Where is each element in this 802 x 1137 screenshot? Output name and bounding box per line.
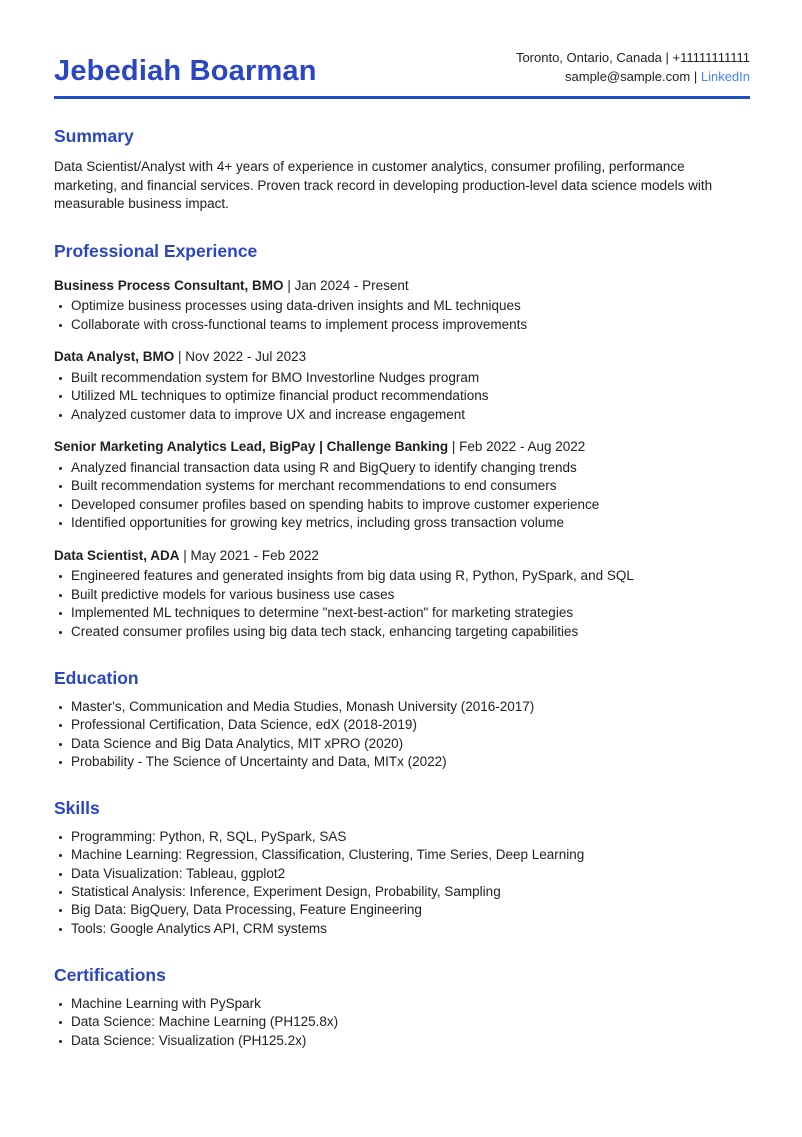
skills-list — [54, 828, 750, 938]
certifications-section — [54, 965, 750, 1050]
contact-line-email — [516, 67, 750, 86]
resume-header — [54, 48, 750, 86]
bullet-item: Analyzed customer data to improve UX and increase engagement — [54, 406, 750, 425]
skill-item: Data Visualization: Tableau, ggplot2 — [54, 865, 750, 883]
skill-item: Tools: Google Analytics API, CRM systems — [54, 920, 750, 938]
job-title-line — [54, 348, 750, 367]
job-title-line — [54, 438, 750, 457]
education-title: Education — [54, 668, 139, 688]
job-title-line — [54, 277, 750, 296]
certification-item: Data Science: Machine Learning (PH125.8x) — [54, 1013, 750, 1031]
certification-item: Data Science: Visualization (PH125.2x) — [54, 1032, 750, 1050]
bullet-item: Collaborate with cross-functional teams to implement process improvements — [54, 316, 750, 335]
job-dates: | Nov 2022 - Jul 2023 — [178, 349, 307, 364]
linkedin-link[interactable]: LinkedIn — [700, 69, 750, 84]
job-entry — [54, 438, 750, 533]
bullet-item: Analyzed financial transaction data using R and BigQuery to identify changing trends — [54, 459, 750, 478]
job-role: Data Analyst, BMO — [54, 349, 175, 364]
contact-info — [516, 48, 750, 86]
bullet-item: Utilized ML techniques to optimize financial product recommendations — [54, 387, 750, 406]
skill-item: Big Data: BigQuery, Data Processing, Feature Engineering — [54, 901, 750, 919]
job-role: Business Process Consultant, BMO — [54, 277, 284, 293]
bullet-item: Created consumer profiles using big data tech stack, enhancing targeting capabilities — [54, 623, 750, 642]
job-dates: | Jan 2024 - Present — [287, 277, 409, 293]
job-entry — [54, 348, 750, 424]
summary-section — [54, 126, 750, 214]
header-divider — [54, 96, 750, 99]
education-list — [54, 698, 750, 771]
job-role: Senior Marketing Analytics Lead, BigPay | Challenge Banking — [54, 439, 449, 454]
certifications-title: Certifications — [54, 964, 166, 985]
bullet-item: Identified opportunities for growing key metrics, including gross transaction volume — [54, 514, 750, 533]
education-item: Data Science and Big Data Analytics, MIT xPRO (2020) — [54, 735, 750, 753]
skill-item: Programming: Python, R, SQL, PySpark, SAS — [54, 828, 750, 846]
bullet-item: Built predictive models for various business use cases — [54, 586, 750, 605]
certification-item: Machine Learning with PySpark — [54, 995, 750, 1013]
skills-title: Skills — [54, 798, 100, 819]
education-item: Professional Certification, Data Science, edX (2018-2019) — [54, 716, 750, 734]
education-item: Master's, Communication and Media Studies, Monash University (2016-2017) — [54, 698, 750, 716]
job-bullets — [54, 297, 750, 334]
job-title-line — [54, 547, 750, 566]
contact-line-location-phone: Toronto, Ontario, Canada | +11111111111 — [515, 50, 750, 65]
summary-title: Summary — [54, 126, 134, 146]
skills-section — [54, 798, 750, 938]
bullet-item: Built recommendation system for BMO Investorline Nudges program — [54, 369, 750, 388]
experience-section — [54, 241, 750, 642]
bullet-item: Implemented ML techniques to determine "next-best-action" for marketing strategies — [54, 604, 750, 623]
bullet-item: Engineered features and generated insights from big data using R, Python, PySpark, and SQL — [54, 567, 750, 586]
email-text: sample@sample.com — [565, 69, 691, 84]
skill-item: Machine Learning: Regression, Classification, Clustering, Time Series, Deep Learning — [54, 846, 750, 864]
summary-text: Data Scientist/Analyst with 4+ years of experience in customer analytics, consumer profiling, performance marketing, and financial services. Proven track record in developing production-level data science models with measurable business impact. — [54, 159, 713, 211]
job-bullets — [54, 369, 750, 425]
education-item: Probability - The Science of Uncertainty and Data, MITx (2022) — [54, 753, 750, 771]
skill-item: Statistical Analysis: Inference, Experiment Design, Probability, Sampling — [54, 883, 750, 901]
certifications-list — [54, 995, 750, 1050]
job-dates: | Feb 2022 - Aug 2022 — [451, 439, 586, 454]
job-entry — [54, 277, 750, 335]
person-name: Jebediah Boarman — [54, 54, 317, 87]
bullet-item: Developed consumer profiles based on spending habits to improve customer experience — [54, 496, 750, 515]
bullet-item: Optimize business processes using data-driven insights and ML techniques — [54, 297, 750, 316]
contact-separator: | — [693, 69, 698, 84]
job-bullets — [54, 459, 750, 533]
job-dates: | May 2021 - Feb 2022 — [183, 547, 319, 563]
job-role: Data Scientist, ADA — [54, 547, 180, 563]
experience-title: Professional Experience — [54, 240, 258, 261]
education-section — [54, 668, 750, 771]
bullet-item: Built recommendation systems for merchant recommendations to end consumers — [54, 477, 750, 496]
job-entry — [54, 547, 750, 642]
job-bullets — [54, 567, 750, 641]
